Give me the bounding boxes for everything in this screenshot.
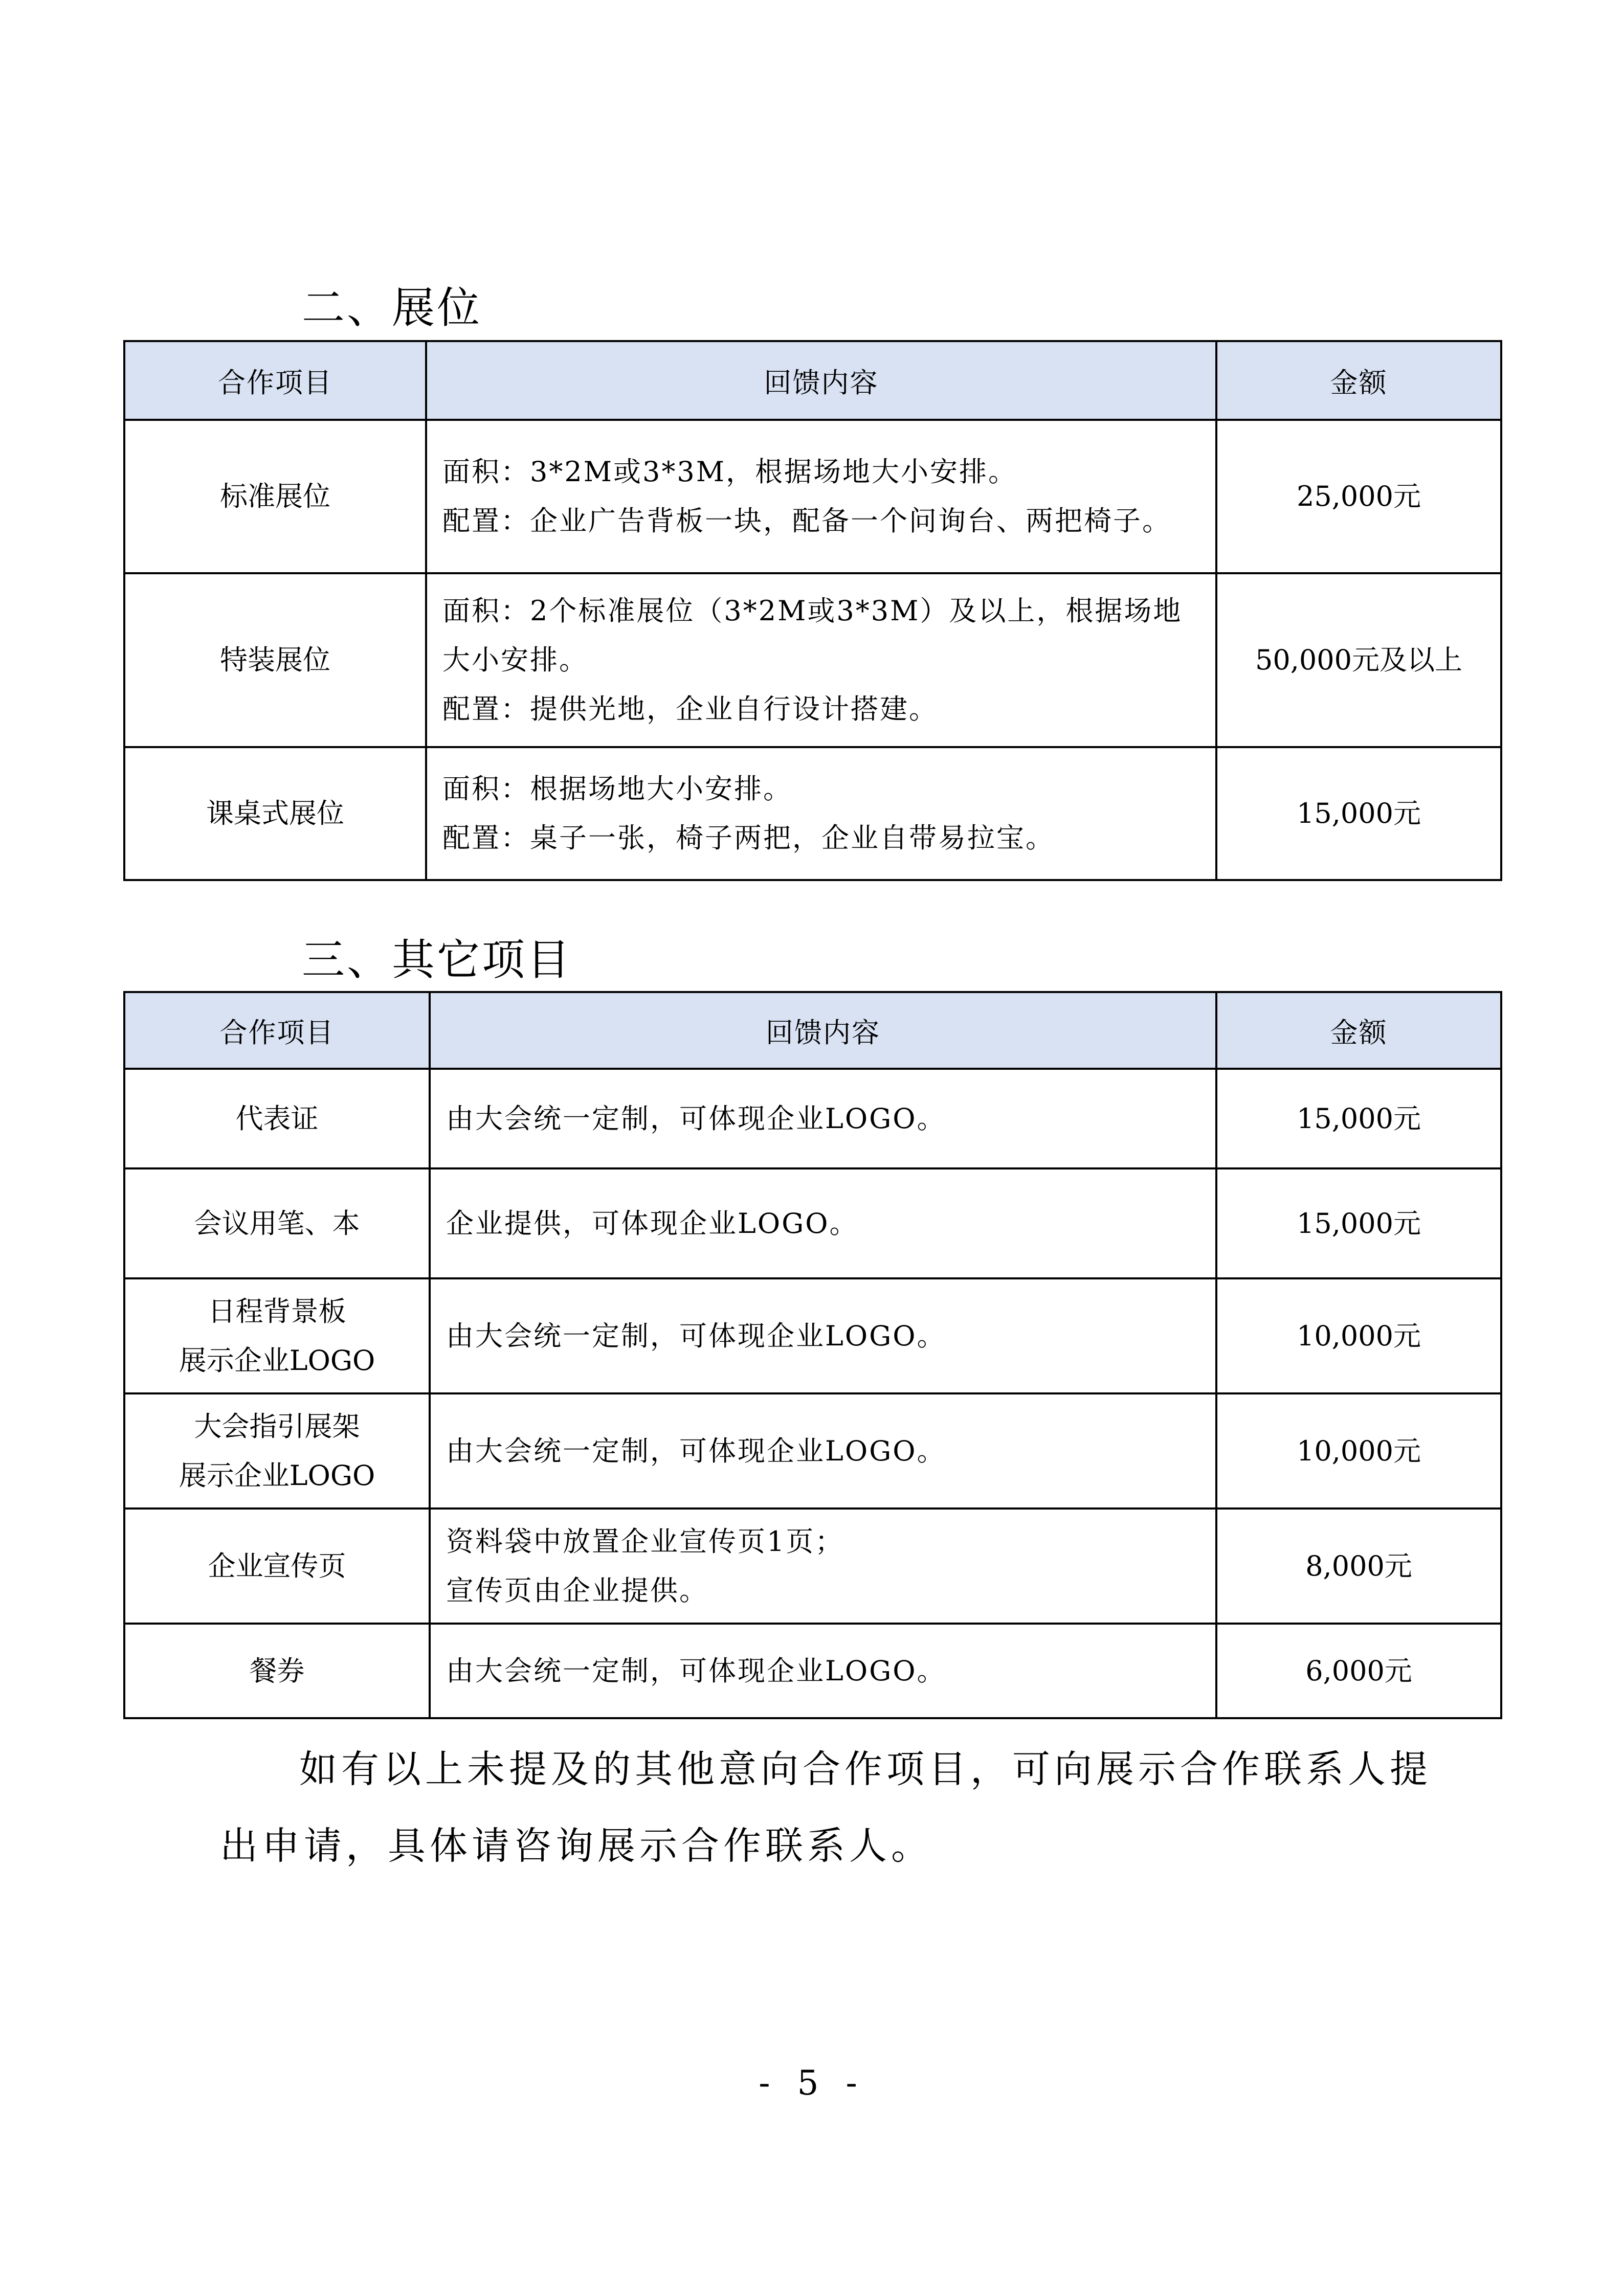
row-amount-text: 8,000元	[1305, 1549, 1412, 1582]
table-row	[124, 1168, 1501, 1278]
row-item-text: 大会指引展架	[194, 1410, 360, 1443]
row-amount-text: 25,000元	[1297, 480, 1421, 512]
row-item-cell	[124, 747, 426, 880]
row-content-cell	[430, 1393, 1216, 1509]
row-amount-cell	[1216, 747, 1501, 880]
row-item-text: 展示企业LOGO	[179, 1344, 375, 1377]
row-content-cell	[426, 420, 1216, 573]
row-item-text: 标准展位	[220, 480, 330, 512]
row-item-cell	[124, 420, 426, 573]
header-amount: 金额	[1216, 992, 1501, 1069]
row-item-cell	[124, 1393, 430, 1509]
row-content-text: 由大会统一定制，可体现企业LOGO。	[446, 1654, 946, 1687]
row-content-cell	[430, 1069, 1216, 1168]
table-row	[124, 573, 1501, 747]
row-item-cell	[124, 1069, 430, 1168]
table-row	[124, 1069, 1501, 1168]
row-amount-cell	[1216, 1168, 1501, 1278]
row-amount-text: 15,000元	[1297, 1102, 1421, 1135]
row-item-text: 日程背景板	[208, 1295, 346, 1327]
table-row	[124, 1624, 1501, 1718]
row-item-text: 代表证	[235, 1102, 319, 1135]
row-amount-text: 15,000元	[1297, 1207, 1421, 1240]
row-content-text: 企业提供，可体现企业LOGO。	[446, 1207, 859, 1240]
row-content-cell	[430, 1509, 1216, 1624]
row-item-text: 特装展位	[220, 644, 330, 676]
table-row	[124, 420, 1501, 573]
row-content-cell	[430, 1278, 1216, 1393]
table-header-row	[124, 341, 1501, 420]
row-amount-cell	[1216, 1278, 1501, 1393]
table-row	[124, 1278, 1501, 1393]
row-item-cell	[124, 1624, 430, 1718]
row-content-text: 面积：2个标准展位（3*2M或3*3M）及以上，根据场地	[442, 595, 1183, 627]
row-content-text: 大小安排。	[442, 644, 588, 676]
page-number: - 5 -	[759, 2063, 865, 2103]
row-amount-text: 10,000元	[1297, 1434, 1421, 1467]
row-item-cell	[124, 1278, 430, 1393]
row-item-text: 展示企业LOGO	[179, 1459, 375, 1492]
row-item-cell	[124, 573, 426, 747]
row-item-text: 餐券	[249, 1654, 305, 1687]
header-amount: 金额	[1216, 341, 1501, 420]
header-content: 回馈内容	[426, 341, 1216, 420]
row-content-cell	[430, 1168, 1216, 1278]
row-content-text: 面积：3*2M或3*3M，根据场地大小安排。	[442, 456, 1018, 488]
row-content-text: 配置：提供光地，企业自行设计搭建。	[442, 693, 938, 725]
row-content-text: 宣传页由企业提供。	[446, 1574, 708, 1607]
row-amount-text: 50,000元及以上	[1255, 644, 1462, 676]
row-amount-cell	[1216, 1393, 1501, 1509]
row-content-text: 配置：企业广告背板一块，配备一个问询台、两把椅子。	[442, 505, 1171, 537]
note-line-1: 如有以上未提及的其他意向合作项目，可向展示合作联系人提	[299, 1747, 1432, 1791]
row-item-text: 课桌式展位	[206, 797, 344, 829]
row-content-cell	[426, 573, 1216, 747]
row-content-text: 由大会统一定制，可体现企业LOGO。	[446, 1102, 946, 1135]
row-amount-cell	[1216, 1624, 1501, 1718]
row-item-text: 会议用笔、本	[194, 1207, 360, 1240]
table-row	[124, 1393, 1501, 1509]
row-content-text: 由大会统一定制，可体现企业LOGO。	[446, 1319, 946, 1352]
booth-table	[123, 340, 1502, 881]
row-content-text: 由大会统一定制，可体现企业LOGO。	[446, 1434, 946, 1467]
row-amount-text: 10,000元	[1297, 1319, 1421, 1352]
section3-heading: 三、其它项目	[302, 935, 572, 985]
row-amount-text: 6,000元	[1305, 1654, 1412, 1687]
row-amount-cell	[1216, 1509, 1501, 1624]
section2-heading: 二、展位	[302, 283, 482, 333]
row-amount-cell	[1216, 1069, 1501, 1168]
header-item: 合作项目	[124, 341, 426, 420]
row-amount-cell	[1216, 420, 1501, 573]
row-content-text: 资料袋中放置企业宣传页1页；	[446, 1525, 844, 1558]
row-item-text: 企业宣传页	[208, 1549, 346, 1582]
header-item: 合作项目	[124, 992, 430, 1069]
row-amount-text: 15,000元	[1297, 797, 1421, 829]
row-content-text: 配置：桌子一张，椅子两把，企业自带易拉宝。	[442, 822, 1055, 854]
row-content-text: 面积：根据场地大小安排。	[442, 773, 792, 805]
table-row	[124, 1509, 1501, 1624]
row-content-cell	[426, 747, 1216, 880]
note-line-2: 出申请，具体请咨询展示合作联系人。	[220, 1824, 933, 1868]
row-item-cell	[124, 1168, 430, 1278]
row-amount-cell	[1216, 573, 1501, 747]
table-header-row	[124, 992, 1501, 1069]
row-item-cell	[124, 1509, 430, 1624]
table-row	[124, 747, 1501, 880]
row-content-cell	[430, 1624, 1216, 1718]
other-items-table	[123, 991, 1502, 1719]
header-content: 回馈内容	[430, 992, 1216, 1069]
